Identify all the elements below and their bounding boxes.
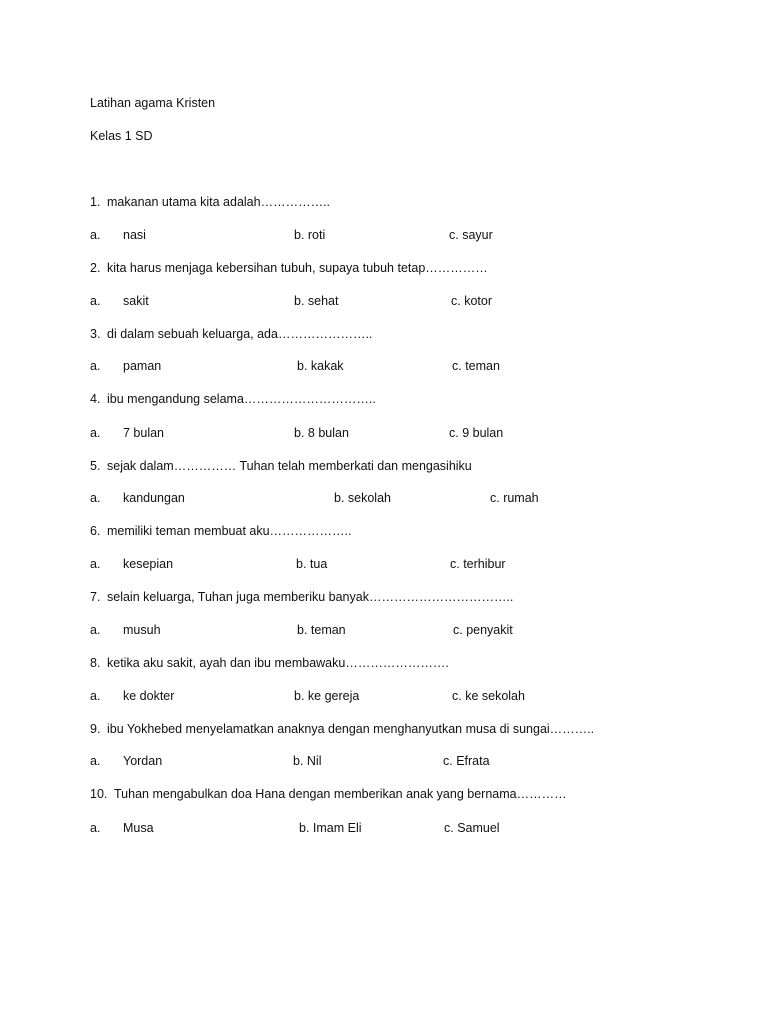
option-c: c. teman: [452, 359, 500, 373]
option-a: Yordan: [123, 754, 163, 768]
class-level: Kelas 1 SD: [90, 129, 153, 143]
question-number: 3.: [90, 327, 101, 341]
option-b: b. Imam Eli: [299, 821, 362, 835]
question-number: 8.: [90, 656, 101, 670]
option-a-label: a.: [90, 557, 101, 571]
option-c: c. Samuel: [444, 821, 500, 835]
option-a: kandungan: [123, 491, 185, 505]
option-c: c. Efrata: [443, 754, 490, 768]
question-number: 4.: [90, 392, 101, 406]
option-a-label: a.: [90, 689, 101, 703]
option-a: sakit: [123, 294, 149, 308]
option-b: b. tua: [296, 557, 328, 571]
option-c: c. 9 bulan: [449, 426, 504, 440]
option-b: b. sekolah: [334, 491, 391, 505]
question-text: makanan utama kita adalah……………..: [107, 195, 331, 209]
option-a: Musa: [123, 821, 154, 835]
option-c: c. penyakit: [453, 623, 513, 637]
question-number: 2.: [90, 261, 101, 275]
question-text: di dalam sebuah keluarga, ada…………………..: [107, 327, 373, 341]
question-number: 9.: [90, 722, 101, 736]
question-text: memiliki teman membuat aku………………..: [107, 524, 352, 538]
option-a-label: a.: [90, 294, 101, 308]
option-a-label: a.: [90, 491, 101, 505]
option-a: musuh: [123, 623, 161, 637]
question-text: sejak dalam…………… Tuhan telah memberkati dan mengasihiku: [107, 459, 472, 473]
question-text: selain keluarga, Tuhan juga memberiku banyak……………………………..: [107, 590, 514, 604]
option-a: 7 bulan: [123, 426, 165, 440]
question-text: ibu mengandung selama…………………………..: [107, 392, 376, 406]
option-b: b. Nil: [293, 754, 322, 768]
option-c: c. sayur: [449, 228, 493, 242]
option-b: b. sehat: [294, 294, 339, 308]
question-text: kita harus menjaga kebersihan tubuh, supaya tubuh tetap……………: [107, 261, 488, 275]
option-c: c. ke sekolah: [452, 689, 525, 703]
question-number: 7.: [90, 590, 101, 604]
question-number: 1.: [90, 195, 101, 209]
option-b: b. roti: [294, 228, 326, 242]
option-b: b. kakak: [297, 359, 344, 373]
option-c: c. rumah: [490, 491, 539, 505]
option-a: paman: [123, 359, 162, 373]
option-b: b. 8 bulan: [294, 426, 349, 440]
option-a-label: a.: [90, 228, 101, 242]
option-a-label: a.: [90, 623, 101, 637]
option-b: b. teman: [297, 623, 346, 637]
question-text: ibu Yokhebed menyelamatkan anaknya dengan menghanyutkan musa di sungai………..: [107, 722, 595, 736]
question-number: 6.: [90, 524, 101, 538]
option-a-label: a.: [90, 754, 101, 768]
question-text: ketika aku sakit, ayah dan ibu membawaku…………………….: [107, 656, 449, 670]
option-c: c. terhibur: [450, 557, 506, 571]
option-a: ke dokter: [123, 689, 175, 703]
worksheet-title: Latihan agama Kristen: [90, 96, 216, 110]
option-c: c. kotor: [451, 294, 492, 308]
option-a: nasi: [123, 228, 146, 242]
question-number: 10.: [90, 787, 108, 801]
option-a-label: a.: [90, 359, 101, 373]
option-a-label: a.: [90, 426, 101, 440]
option-a-label: a.: [90, 821, 101, 835]
option-b: b. ke gereja: [294, 689, 360, 703]
option-a: kesepian: [123, 557, 174, 571]
question-text: Tuhan mengabulkan doa Hana dengan memberikan anak yang bernama…………: [114, 787, 567, 801]
question-number: 5.: [90, 459, 101, 473]
